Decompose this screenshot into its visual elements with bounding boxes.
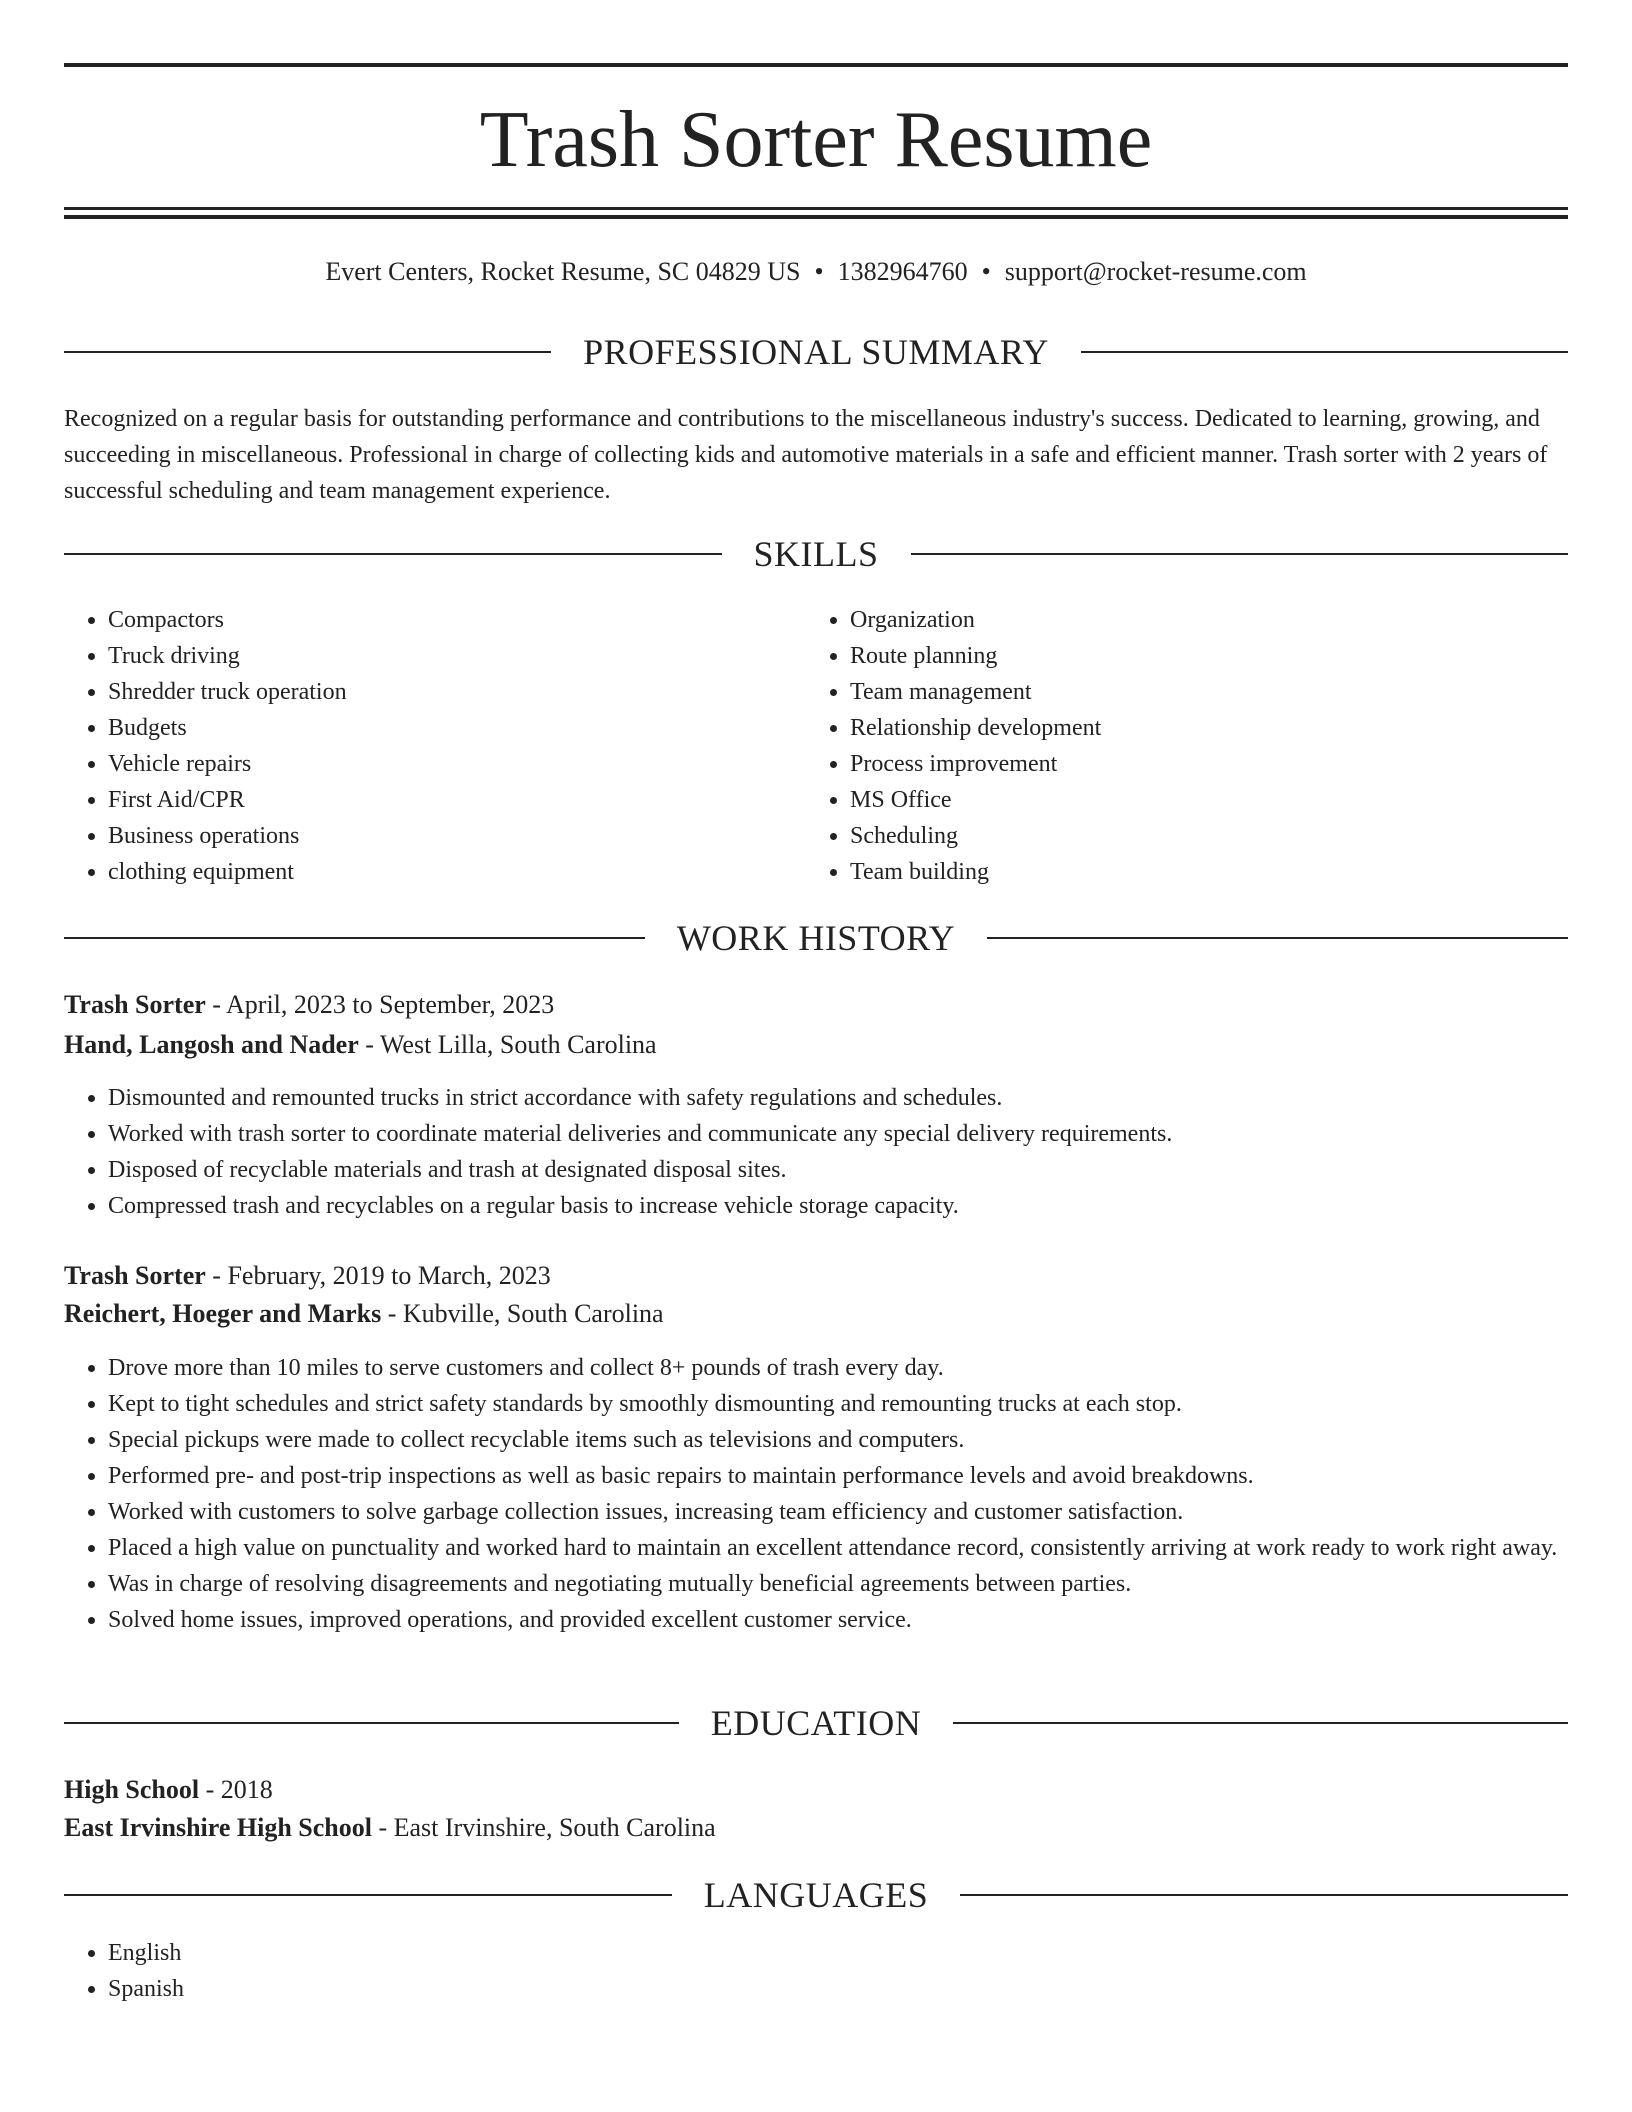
contact-separator: • (981, 257, 991, 286)
job-bullet: • Was in charge of resolving disagreements and negotiating mutually beneficial agreements between parties. (108, 1566, 1568, 1602)
job-bullet: • Worked with customers to solve garbage collection issues, increasing team efficiency and customer satisfaction. (108, 1494, 1568, 1530)
job-company-line (64, 1026, 1568, 1064)
skill-item: • MS Office (850, 782, 1506, 818)
skill-item: • Compactors (108, 602, 764, 638)
skill-item: • Route planning (850, 638, 1506, 674)
job-bullet: • Solved home issues, improved operations, and provided excellent customer service. (108, 1602, 1568, 1638)
job-dates: - April, 2023 to September, 2023 (205, 990, 555, 1019)
skill-item: • Scheduling (850, 818, 1506, 854)
section-title-summary: PROFESSIONAL SUMMARY (583, 332, 1049, 372)
section-title-languages: LANGUAGES (703, 1875, 929, 1915)
job-bullets (64, 1080, 1568, 1224)
job-dates: - February, 2019 to March, 2023 (205, 1261, 551, 1290)
job-bullets (64, 1350, 1568, 1638)
skill-item: • Business operations (108, 818, 764, 854)
skill-item: • Relationship development (850, 710, 1506, 746)
skill-item: • Truck driving (108, 638, 764, 674)
section-rule (64, 351, 551, 353)
education-location: - East Irvinshire, South Carolina (371, 1813, 716, 1842)
job-bullet: • Compressed trash and recyclables on a regular basis to increase vehicle storage capacity. (108, 1188, 1568, 1224)
section-rule (987, 937, 1568, 939)
section-header-skills (64, 532, 1568, 576)
contact-address: Evert Centers, Rocket Resume, SC 04829 US (325, 257, 801, 286)
skill-item: • Team management (850, 674, 1506, 710)
section-title-skills: SKILLS (753, 534, 879, 574)
language-item: • English (108, 1935, 1568, 1971)
section-rule (1081, 351, 1568, 353)
skill-item: • First Aid/CPR (108, 782, 764, 818)
education-degree-line (64, 1771, 1568, 1809)
skill-item: • Shredder truck operation (108, 674, 764, 710)
education-year: - 2018 (199, 1775, 273, 1804)
section-rule (64, 553, 722, 555)
section-rule (64, 1894, 672, 1896)
section-rule (960, 1894, 1568, 1896)
job-company: Reichert, Hoeger and Marks (64, 1299, 382, 1328)
title-rule-upper (64, 207, 1568, 210)
job-bullet: • Drove more than 10 miles to serve customers and collect 8+ pounds of trash every day. (108, 1350, 1568, 1386)
contact-separator: • (814, 257, 824, 286)
job-location: - Kubville, South Carolina (381, 1299, 664, 1328)
section-rule (953, 1722, 1568, 1724)
contact-line (64, 255, 1568, 289)
skill-item: • clothing equipment (108, 854, 764, 890)
job-bullet: • Placed a high value on punctuality and worked hard to maintain an excellent attendance record, consistently arriving at work ready to work right away. (108, 1530, 1568, 1566)
skill-item: • Organization (850, 602, 1506, 638)
job-bullet: • Kept to tight schedules and strict safety standards by smoothly dismounting and remounting trucks at each stop. (108, 1386, 1568, 1422)
job-bullet: • Special pickups were made to collect recyclable items such as televisions and computers. (108, 1422, 1568, 1458)
skill-item: • Team building (850, 854, 1506, 890)
education-school-line (64, 1809, 1568, 1847)
job-bullet: • Performed pre- and post-trip inspections as well as basic repairs to maintain performance levels and avoid breakdowns. (108, 1458, 1568, 1494)
section-rule (64, 1722, 679, 1724)
education-degree: High School (64, 1775, 200, 1804)
skill-item: • Budgets (108, 710, 764, 746)
skill-item: • Process improvement (850, 746, 1506, 782)
title-rule-lower (64, 215, 1568, 219)
section-header-work (64, 916, 1568, 960)
education-school: East Irvinshire High School (64, 1813, 372, 1842)
contact-email: support@rocket-resume.com (1004, 257, 1307, 286)
job-company: Hand, Langosh and Nader (64, 1030, 359, 1059)
resume-title: Trash Sorter Resume (479, 96, 1153, 184)
job-title-line (64, 986, 1568, 1024)
job-title: Trash Sorter (64, 990, 206, 1019)
job-company-line (64, 1295, 1568, 1333)
section-rule (911, 553, 1569, 555)
section-header-summary (64, 330, 1568, 374)
section-header-education (64, 1701, 1568, 1745)
languages-list (64, 1935, 1568, 2007)
job-location: - West Lilla, South Carolina (358, 1030, 657, 1059)
section-header-languages (64, 1873, 1568, 1917)
section-rule (64, 937, 645, 939)
job-bullet: • Dismounted and remounted trucks in strict accordance with safety regulations and schedules. (108, 1080, 1568, 1116)
contact-phone: 1382964760 (837, 257, 968, 286)
job-bullet: • Worked with trash sorter to coordinate material deliveries and communicate any special delivery requirements. (108, 1116, 1568, 1152)
summary-text: Recognized on a regular basis for outstanding performance and contributions to the miscellaneous industry's success. Dedicated to learning, growing, and succeeding in miscellaneous. Professional in charge of collecting kids and automotive materials in a safe and efficient manner. Trash sorter with 2 years of successful scheduling and team management experience. (64, 406, 1548, 504)
section-title-education: EDUCATION (710, 1703, 922, 1743)
job-title: Trash Sorter (64, 1261, 206, 1290)
skill-item: • Vehicle repairs (108, 746, 764, 782)
skills-column-left (64, 602, 764, 890)
language-item: • Spanish (108, 1971, 1568, 2007)
top-rule (64, 63, 1568, 67)
job-title-line (64, 1257, 1568, 1295)
job-bullet: • Disposed of recyclable materials and trash at designated disposal sites. (108, 1152, 1568, 1188)
skills-column-right (806, 602, 1506, 890)
section-title-work: WORK HISTORY (676, 918, 956, 958)
